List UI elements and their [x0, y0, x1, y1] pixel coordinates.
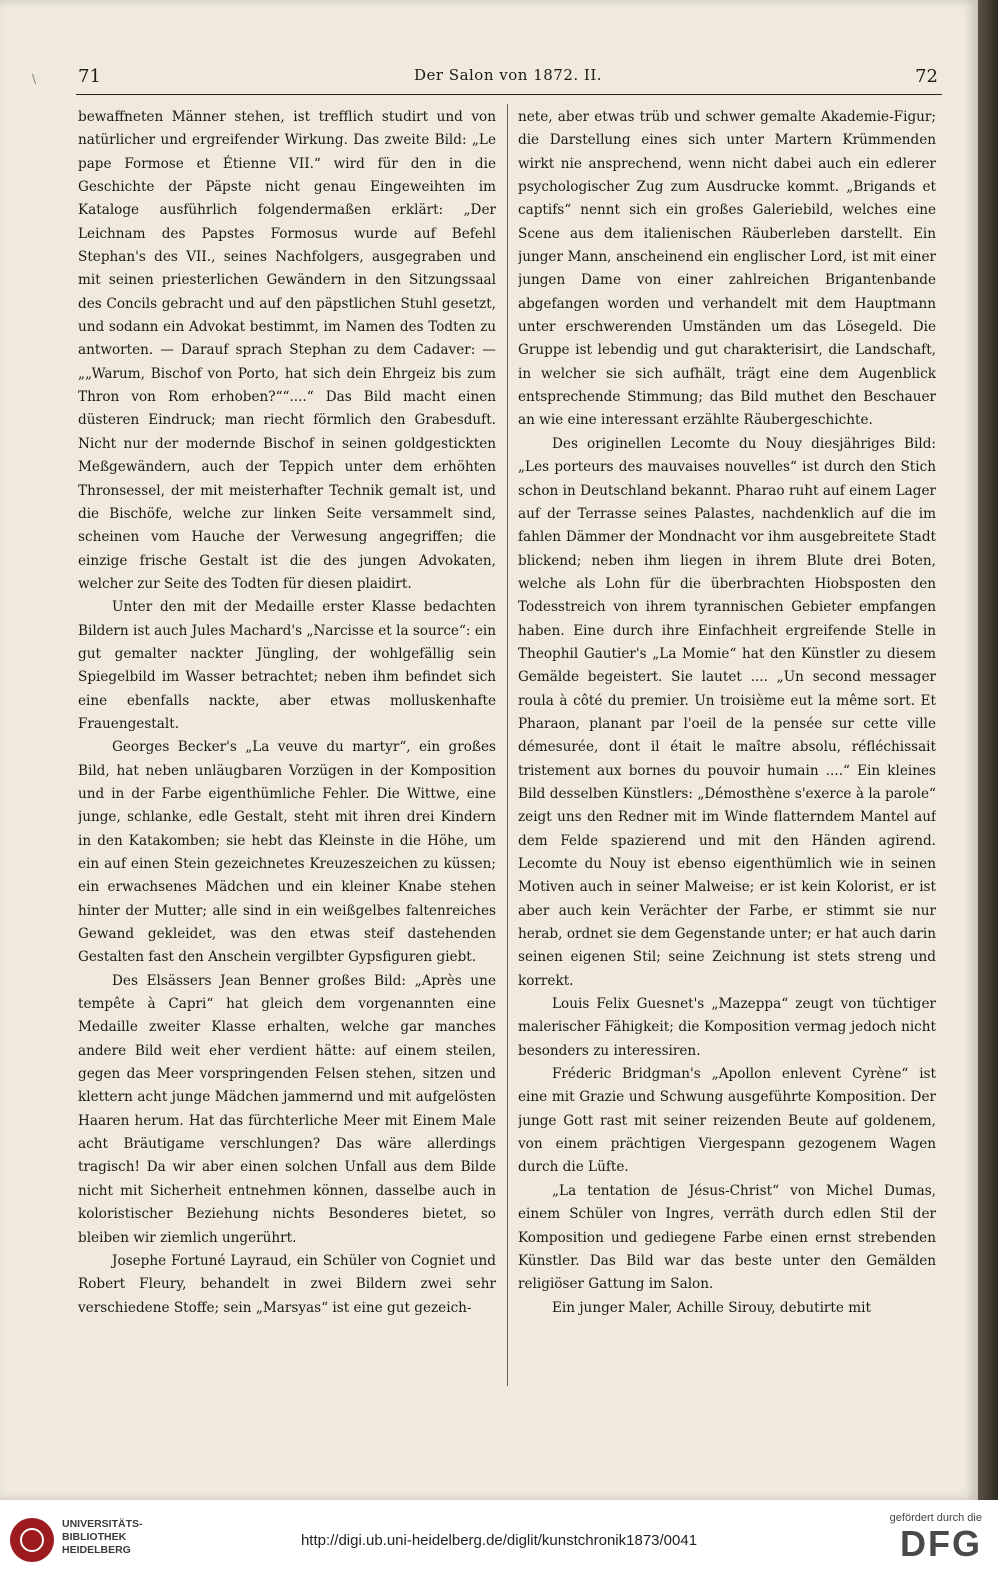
paragraph: Des Elsässers Jean Benner großes Bild: „Après une tempête à Capri“ hat gleich dem vorgenannten eine Medaille zweiter Klasse erhalten, welche gar manches andere Bild weit eher verdient hätte: auf einem steilen, gegen das Meer vorspringenden Felsen stehen, sitzen und klettern acht junge Mädchen jammernd und mit aufgelösten Haaren herum. Hat das fürchterliche Meer mit Einem Male acht Bräutigame verschlungen? Das wäre allerdings tragisch! Da wir aber einen solchen Unfall aus dem Bilde nicht mit Sicherheit entnehmen können, dasselbe auch in koloristischer Beziehung nichts Besonderes bietet, so bleiben wir ziemlich ungerührt. — [78, 972, 496, 1246]
header-rule — [76, 94, 942, 95]
dfg-logo[interactable] — [862, 1512, 982, 1576]
page-header — [78, 66, 938, 90]
paragraph: „La tentation de Jésus-Christ“ von Michel Dumas, einem Schüler von Ingres, verräth durch edlen Stil der Komposition und gediegene Farbe einen ernst strebenden Künstler. Das Bild war das beste unter den Gemälden religiöser Gattung im Salon. — [518, 1182, 936, 1293]
dfg-wordmark: DFG — [900, 1523, 982, 1564]
running-title: Der Salon von 1872. II. — [413, 66, 603, 84]
paragraph: Des originellen Lecomte du Nouy diesjähriges Bild: „Les porteurs des mauvaises nouvelles“ ist durch den Stich schon in Deutschland bekannt. Pharao ruht auf einem Lager auf der Terrasse seines Palastes, nachdenklich auf die im fahlen Dämmer der Mondnacht vor ihm ausgebreitete Stadt blickend; neben ihm liegen in ihrem Blute drei Boten, welche als Lohn für die überbrachten Hiobsposten den Todesstreich von ihrem tyrannischen Gebieter empfangen haben. Eine durch ihre Einfachheit ergreifende Stelle in Theophil Gautier's „La Momie“ hat den Künstler zu diesem Gemälde begeistert. Sie lautet .... „Un second messager roula à côté du premier. Un troisième eut la même sort. Et Pharaon, planant par l'oeil de la pensée sur cette ville démesurée, dont il était le maître absolu, réfléchissait tristement aux bornes du pouvoir humain ....“ Ein kleines Bild desselben Künstlers: „Démosthène s'exerce à la parole“ zeigt uns den Redner mit im Winde flatterndem Mantel auf dem Felde spazierend und mit den Händen agirend. Lecomte du Nouy ist ebenso eigenthümlich wie in seinen Motiven auch in seiner Malweise; er ist kein Kolorist, er ist aber auch kein Verächter der Farbe, er stimmt sie nur herab, ordnet sie dem Gegenstande unter; er hat auch darin seinen eigenen Stil; seine Zeichnung ist stets streng und korrekt. — [518, 435, 936, 989]
column-divider — [507, 104, 508, 1386]
margin-mark: \ — [32, 72, 37, 86]
sponsor-label: gefördert durch die — [889, 1512, 982, 1524]
paragraph: bewaffneten Männer stehen, ist trefflich studirt und von natürlicher und ergreifender Wirkung. Das zweite Bild: „Le pape Formose et Étienne VII.“ wird für den in die Geschichte der Päpste nicht genau Eingeweihten im Kataloge ausführlich folgendermaßen erklärt: „Der Leichnam des Papstes Formosus wurde auf Befehl Stephan's des VII., seines Nachfolgers, ausgegraben und mit seinen priesterlichen Gewändern in den Sitzungssaal des Concils gebracht und auf den päpstlichen Stuhl gesetzt, und sodann ein Advokat bestimmt, im Namen des Todten zu antworten. — Darauf sprach Stephan zu dem Cadaver: — „„Warum, Bischof von Porto, hat sich dein Ehrgeiz bis zum Thron von Rom erhoben?““....“ Das Bild macht einen düsteren Eindruck; man riecht förmlich den Grabesduft. Nicht nur der modernde Bischof in seinen goldgestickten Meßgewändern, auch der Teppich unter dem erhöhten Thronsessel, der mit meisterhafter Technik gemalt ist, und die Bischöfe, welche zur linken Seite versammelt sind, scheinen vom Hauche der Verwesung angegriffen; die einzige frische Gestalt ist die des jungen Advokaten, welcher zur Seite des Todten für diesen plaidirt. — [78, 109, 496, 592]
paragraph: Georges Becker's „La veuve du martyr“, ein großes Bild, hat neben unläugbaren Vorzügen in der Komposition und in der Farbe eigenthümliche Fehler. Die Wittwe, eine junge, schlanke, edle Gestalt, steht mit ihren drei Kindern in den Katakomben; sie hebt das Kleinste in die Höhe, um ein auf einen Stein gezeichnetes Kreuzeszeichen zu küssen; ein erwachsenes Mädchen und ein kleiner Knabe stehen hinter der Mutter; alle sind in ein weißgelbes faltenreiches Gewand gekleidet, was den etwas steif dastehenden Gestalten fast den Anschein vergilbter Gypsfiguren giebt. — [78, 739, 496, 966]
paragraph: Fréderic Bridgman's „Apollon enlevent Cyrène“ ist eine mit Grazie und Schwung ausgeführte Komposition. Der junge Gott rast mit seiner reizenden Beute auf goldenem, von einem prächtigen Viergespann gezogenem Wagen durch die Lüfte. — [518, 1066, 936, 1176]
library-name: UNIVERSITÄTS- BIBLIOTHEK HEIDELBERG — [62, 1518, 143, 1556]
paragraph: nete, aber etwas trüb und schwer gemalte Akademie-Figur; die Darstellung eines sich unter Martern Krümmenden wirkt nie ansprechend, wenn nicht dabei auch ein edlerer psychologischer Zug zum Ausdrucke kommt. „Brigands et captifs“ nennt sich ein großes Galeriebild, welches eine Scene aus dem italienischen Räuberleben darstellt. Ein junger Mann, anscheinend ein englischer Lord, ist mit einer jungen Dame von einer zahlreichen Brigantenbande abgefangen worden und verhandelt mit dem Hauptmann unter erschwerenden Umständen um das Lösegeld. Die Gruppe ist lebendig und gut charakterisirt, die Landschaft, in welcher sie sich aufhält, trägt eine dem Augenblick entsprechende Stimmung; das Bild muthet den Beschauer an wie eine interessant erzählte Räubergeschichte. — [518, 109, 936, 429]
book-edge — [978, 0, 998, 1500]
page-number-left: 71 — [78, 66, 101, 87]
page-number-right: 72 — [915, 66, 938, 87]
paragraph: Unter den mit der Medaille erster Klasse bedachten Bildern ist auch Jules Machard's „Narcisse et la source“: ein gut gemalter nackter Jüngling, der wohlgefällig sein Spiegelbild im Wasser betrachtet; neben ihm befindet sich eine ebenfalls nackte, aber etwas molluskenhafte Frauengestalt. — [78, 599, 496, 732]
left-column — [78, 106, 496, 1386]
paragraph: Louis Felix Guesnet's „Mazeppa“ zeugt von tüchtiger malerischer Fähigkeit; die Komposition vermag jedoch nicht besonders zu interessiren. — [518, 996, 936, 1059]
paragraph: Ein junger Maler, Achille Sirouy, debutirte mit — [552, 1299, 871, 1316]
right-column — [518, 106, 936, 1386]
viewer-footer — [0, 1500, 998, 1587]
paragraph: Josephe Fortuné Layraud, ein Schüler von Cogniet und Robert Fleury, behandelt in zwei Bildern zwei sehr verschiedene Stoffe; sein „Marsyas“ ist eine gut gezeich- — [78, 1252, 496, 1316]
permalink-url[interactable]: http://digi.ub.uni-heidelberg.de/diglit/kunstchronik1873/0041 — [300, 1532, 698, 1549]
